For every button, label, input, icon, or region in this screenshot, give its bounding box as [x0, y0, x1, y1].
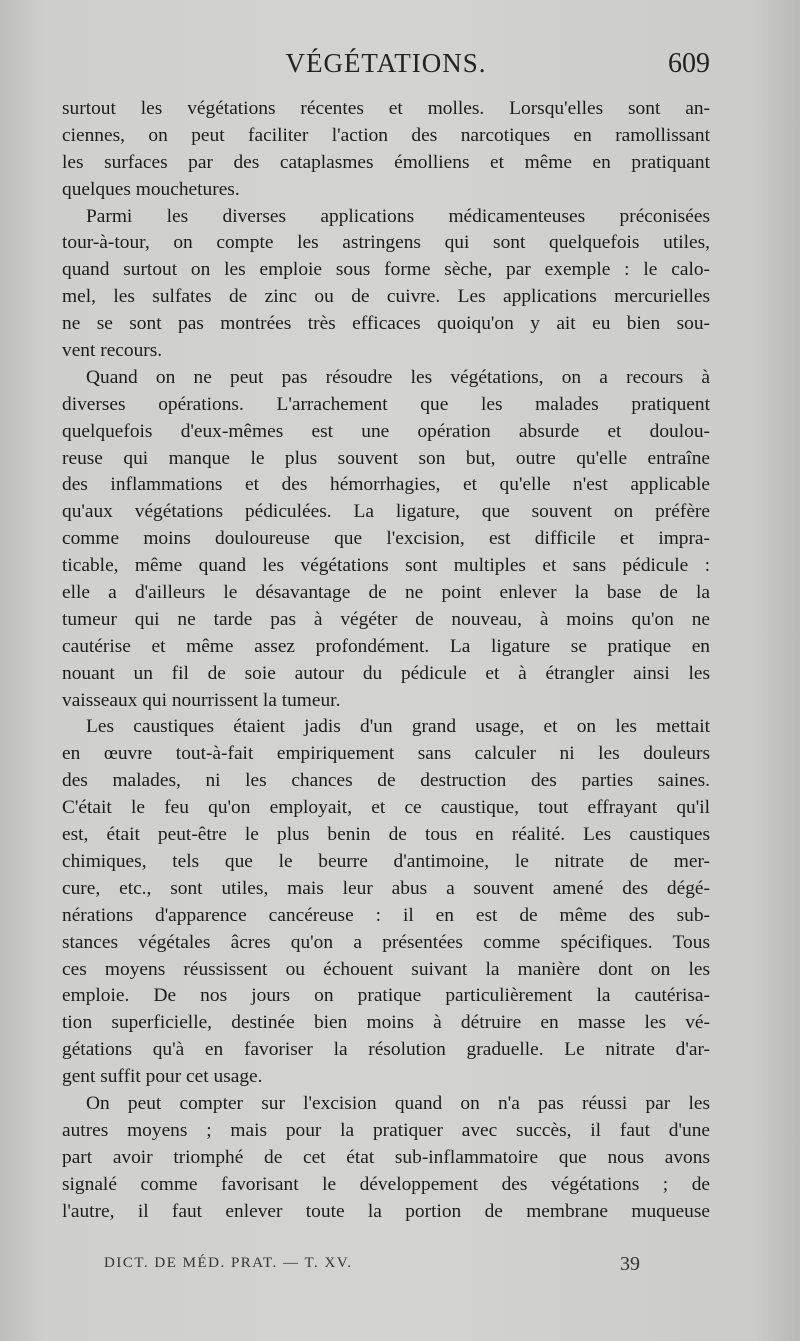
text-line: autres moyens ; mais pour la pratiquer avec succès, il faut d'une	[62, 1119, 710, 1141]
text-line: reuse qui manque le plus souvent son but, outre qu'elle entraîne	[62, 447, 710, 469]
text-line: comme moins douloureuse que l'excision, est difficile et impra-	[62, 528, 710, 550]
text-line: Parmi les diverses applications médicamenteuses préconisées	[86, 205, 710, 227]
sheet-number: 39	[620, 1253, 640, 1275]
text-line: vaisseaux qui nourrissent la tumeur.	[62, 689, 341, 711]
text-line: tumeur qui ne tarde pas à végéter de nouveau, à moins qu'on ne	[62, 608, 710, 630]
text-line: gent suffit pour cet usage.	[62, 1066, 263, 1088]
text-line: ciennes, on peut faciliter l'action des narcotiques en ramollissant	[62, 124, 710, 146]
text-line: stances végétales âcres qu'on a présentées comme spécifiques. Tous	[62, 931, 710, 953]
text-line: chimiques, tels que le beurre d'antimoine, le nitrate de mer-	[62, 850, 710, 872]
text-line: ces moyens réussissent ou échouent suivant la manière dont on les	[62, 958, 710, 980]
text-line: nérations d'apparence cancéreuse : il en est de même des sub-	[62, 904, 710, 926]
text-line: les surfaces par des cataplasmes émolliens et même en pratiquant	[62, 151, 710, 173]
text-line: quelques mouchetures.	[62, 178, 240, 200]
text-line: des malades, ni les chances de destruction des parties saines.	[62, 770, 710, 792]
text-line: part avoir triomphé de cet état sub-inflammatoire que nous avons	[62, 1146, 710, 1168]
page-footer	[104, 1255, 664, 1279]
text-line: On peut compter sur l'excision quand on n'a pas réussi par les	[86, 1092, 710, 1114]
text-line: en œuvre tout-à-fait empiriquement sans calculer ni les douleurs	[62, 743, 710, 765]
text-line: ne se sont pas montrées très efficaces quoiqu'on y ait eu bien sou-	[62, 313, 710, 335]
text-line: ticable, même quand les végétations sont multiples et sans pédicule :	[62, 555, 710, 577]
text-line: Quand on ne peut pas résoudre les végétations, on a recours à	[86, 366, 710, 388]
text-line: emploie. De nos jours on pratique particulièrement la cautérisa-	[62, 985, 710, 1007]
text-line: signalé comme favorisant le développement des végétations ; de	[62, 1173, 710, 1195]
text-line: diverses opérations. L'arrachement que les malades pratiquent	[62, 393, 710, 415]
text-line: qu'aux végétations pédiculées. La ligature, que souvent on préfère	[62, 501, 710, 523]
text-line: des inflammations et des hémorrhagies, et qu'elle n'est applicable	[62, 474, 710, 496]
text-line: elle a d'ailleurs le désavantage de ne point enlever la base de la	[62, 582, 710, 604]
text-line: Les caustiques étaient jadis d'un grand usage, et on les mettait	[86, 716, 710, 738]
text-line: mel, les sulfates de zinc ou de cuivre. Les applications mercurielles	[62, 286, 710, 308]
text-line: gétations qu'à en favoriser la résolution graduelle. Le nitrate d'ar-	[62, 1039, 710, 1061]
text-line: cautérise et même assez profondément. La ligature se pratique en	[62, 635, 710, 657]
running-title: VÉGÉTATIONS.	[285, 48, 487, 78]
text-line: C'était le feu qu'on employait, et ce caustique, tout effrayant qu'il	[62, 797, 710, 819]
text-line: vent recours.	[62, 340, 163, 362]
body-text	[62, 96, 710, 1225]
text-line: est, était peut-être le plus benin de tous en réalité. Les caustiques	[62, 824, 710, 846]
printer-signature: DICT. DE MÉD. PRAT. — T. XV.	[104, 1255, 353, 1271]
text-line: nouant un fil de soie autour du pédicule et à étrangler ainsi les	[62, 662, 710, 684]
page-number: 609	[668, 48, 710, 79]
text-line: quand surtout on les emploie sous forme sèche, par exemple : le calo-	[62, 259, 710, 281]
text-line: surtout les végétations récentes et molles. Lorsqu'elles sont an-	[62, 98, 710, 119]
text-line: l'autre, il faut enlever toute la portion de membrane muqueuse	[62, 1200, 710, 1222]
text-line: tour-à-tour, on compte les astringens qui sont quelquefois utiles,	[62, 232, 710, 254]
text-line: quelquefois d'eux-mêmes est une opération absurde et doulou-	[62, 420, 710, 442]
page-header	[62, 48, 710, 84]
text-line: cure, etc., sont utiles, mais leur abus a souvent amené des dégé-	[62, 877, 710, 899]
text-line: tion superficielle, destinée bien moins à détruire en masse les vé-	[62, 1012, 710, 1034]
